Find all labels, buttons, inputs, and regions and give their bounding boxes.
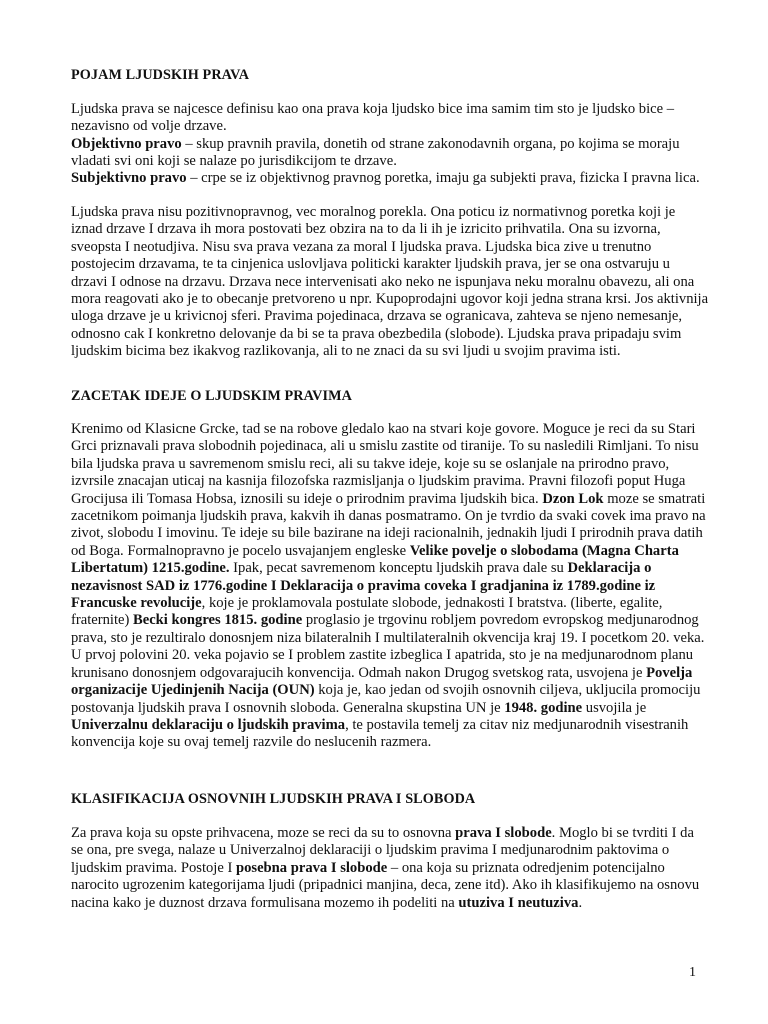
- paragraph-text: usvojila je: [582, 699, 647, 716]
- paragraph-text: proglasio je trgovinu robljem povredom evropskog medjunarodnog prava, sto je rezultiralo donosnjem niza bilateralnih I multilateralnih okvencija kraj 19. I pocetkom 20. veka. U prvoj polovini 20. veka pojavio se I problem zastite izbeglica I apatrida, sto je na medjunarodnom planu krunisano donosnjem odgovarajucih konvencija. Odmah nakon Drugog svetskog rata, usvojena je: [71, 612, 705, 681]
- paragraph-text: Za prava koja su opste prihvacena, moze se reci da su to osnovna: [71, 825, 456, 841]
- term-becki-kongres: Becki kongres 1815. godine: [132, 612, 303, 629]
- paragraph-text: – ona koja su priznata odredjenim potencijalno narocito ugrozenim kategorijama ljudi (pripadnici manjina, deca, zene itd). Ako ih klasifikujemo na osnovu nacina kako je duznost drzava formulisana mozemo ih podeliti na: [71, 859, 700, 911]
- paragraph-text: , koje je proklamovala postulate slobode, jednakosti I bratstva. (liberte, egalite, fraternite): [71, 595, 663, 629]
- term-subjektivno-pravo: Subjektivno pravo: [71, 170, 187, 186]
- paragraph-text: – crpe se iz objektivnog pravnog poretka, imaju ga subjekti prava, fizicka I pravna lica.: [186, 170, 700, 186]
- term-1948: 1948. godine: [504, 699, 583, 716]
- section-heading-zacetak: ZACETAK IDEJE O LJUDSKIM PRAVIMA: [71, 388, 352, 404]
- paragraph-text: moze se smatrati zacetnikom poimanja ljudskih prava, kakvih ih danas posmatramo. On je tvrdio da svaki covek ima pravo na zivot, slobodu I imovinu. Te ideje su bile bazirane na ideji racionalnih, jednakih ljudi I prirodnih prava datih od Boga. Formalnopravno je pocelo usvajanjem engleske: [71, 490, 706, 559]
- term-prava-i-slobode: prava I slobode: [455, 825, 552, 841]
- section-heading-pojam: POJAM LJUDSKIH PRAVA: [71, 67, 250, 83]
- term-povelja-oun: Povelja organizacije Ujedinjenih Nacija (OUN): [71, 664, 693, 699]
- term-objektivno-pravo: Objektivno pravo: [71, 136, 182, 152]
- term-magna-charta: Velike povelje o slobodama (Magna Charta Libertatum) 1215.godine.: [71, 542, 679, 577]
- term-univerzalna-deklaracija: Univerzalnu deklaraciju o ljudskih pravima: [71, 716, 346, 733]
- term-posebna-prava: posebna prava I slobode: [235, 859, 388, 876]
- paragraph-classification: [71, 825, 709, 912]
- paragraph-history: [71, 421, 709, 752]
- page-number: 1: [689, 965, 696, 980]
- paragraph-text: koja je, kao jedan od svojih osnovnih ciljeva, ukljucila promociju postovanja ljudskih prava I osnovnih sloboda. Generalna skupstina UN je: [71, 682, 701, 716]
- paragraph-text: , te postavila temelj za citav niz medjunarodnih visestranih konvencija koje su ovaj temelj razvile do neslucenih razmera.: [71, 716, 689, 751]
- paragraph-moral-origin: [71, 204, 709, 361]
- paragraph-objektivno-pravo: [71, 136, 709, 171]
- paragraph-text: – skup pravnih pravila, donetih od strane zakonodavnih organa, po kojima se moraju vladati svi oni koji se nalaze po jurisdikcijom te drzave.: [71, 136, 680, 170]
- paragraph-definition: [71, 101, 709, 136]
- paragraph-text: . Moglo bi se tvrditi I da se ona, pre svega, nalaze u Univerzalnoj deklaraciji o ljudskim pravima I medjunarodnim paktovima o ljudskim pravima. Postoje I: [71, 825, 694, 876]
- paragraph-text: Krenimo od Klasicne Grcke, tad se na robove gledalo kao na stvari koje govore. Moguce je reci da su Stari Grci priznavali prava slobodnih pojedinaca, ali u smislu zastite od tiranije. To su nasledili Rimljani. To nisu bila ljudska prava u savremenom smislu reci, ali su takve ideje, koje su se oslanjale na prirodno pravo, izvrsile znacajan uticaj na kasnija filozofska razmisljanja o ljudskim pravima. Pravni filozofi poput Huga Grocijusa ili Tomasa Hobsa, iznosili su ideje o prirodnim pravima ljudskih bica.: [71, 421, 699, 507]
- paragraph-subjektivno-pravo: [71, 170, 709, 187]
- term-utuziva: utuziva I neutuziva: [458, 894, 579, 911]
- paragraph-text: .: [578, 894, 583, 911]
- paragraph-text: Ljudska prava nisu pozitivnopravnog, vec moralnog porekla. Ona poticu iz normativnog poretka koji je iznad drzave I drzava ih mora postovati bez obzira na to da li ih je izricito prihvatila. Ona su izvorna, sveopsta I neotudjiva. Nisu sva prava vezana za moral I ljudska prava. Ljudska bica zive u trenutno postojecim drzavama, te ta cinjenica uslovljava politicki karakter ljudskih prava, jer se ona ostvaruju u drzavi I odnose na drzavu. Drzava nece intervenisati ako neko ne ispunjava neku moralnu obavezu, ali ona mora reagovati ako je to obecanje pretvoreno u npr. Kupoprodajni ugovor koji jedna strana krsi. Jos aktivnija uloga drzave je u krivicnoj sferi. Pravima pojedinaca, drzava se ogranicava, zahteva se njeno nemesanje, odnosno cak I konkretno delovanje da bi se ta prava obezbedila (slobode). Ljudska prava pripadaju svim ljudskim bicima bez ikakvog razlikovanja, ali to ne znaci da su svi ljudi u svojim pravima isti.: [71, 204, 709, 360]
- paragraph-text: Ljudska prava se najcesce definisu kao ona prava koja ljudsko bice ima samim tim sto je ljudsko bice – nezavisno od volje drzave.: [71, 101, 675, 135]
- term-deklaracije: Deklaracija o nezavisnost SAD iz 1776.godine I Deklaracija o pravima coveka I gradjanina iz 1789.godine iz Francuske revolucije: [71, 560, 656, 612]
- section-heading-klasifikacija: KLASIFIKACIJA OSNOVNIH LJUDSKIH PRAVA I SLOBODA: [71, 791, 476, 807]
- paragraph-text: Ipak, pecat savremenom konceptu ljudskih prava dale su: [229, 560, 568, 577]
- term-dzon-lok: Dzon Lok: [542, 490, 604, 507]
